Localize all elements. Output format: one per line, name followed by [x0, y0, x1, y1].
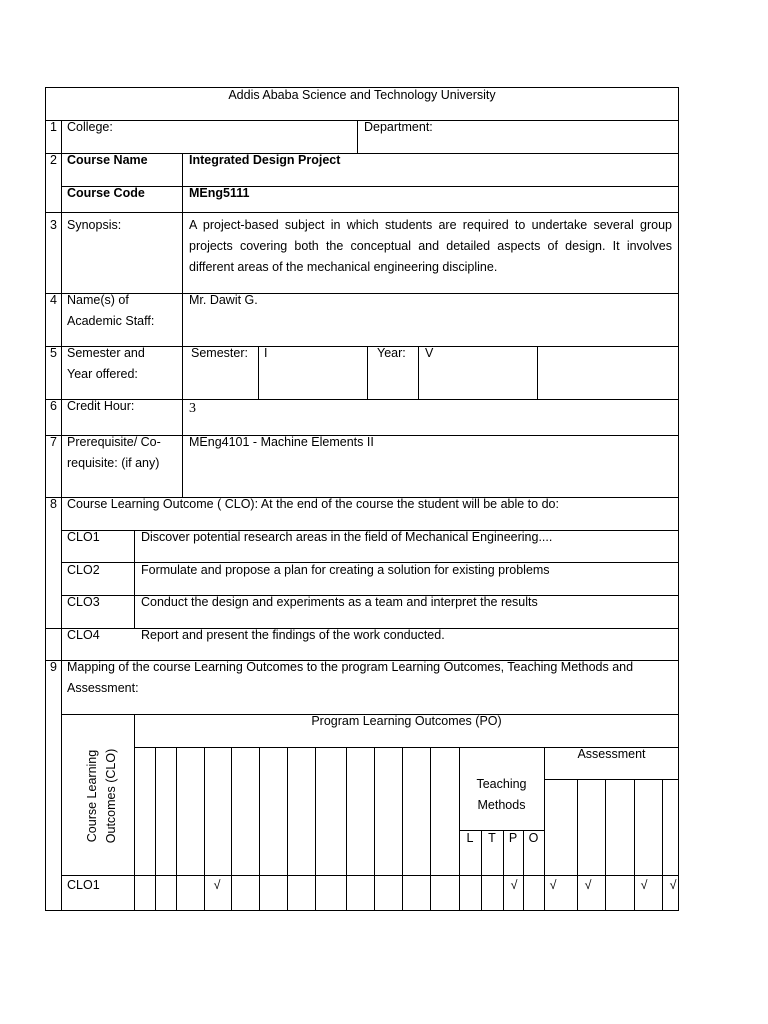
row-number: 4 — [50, 293, 57, 307]
table-border-left — [45, 87, 46, 911]
assessment-col-divider — [662, 779, 663, 911]
clo-code-divider — [134, 530, 135, 629]
row-divider — [45, 212, 679, 213]
row-number: 7 — [50, 435, 57, 449]
year-label: Year: — [377, 346, 406, 360]
synopsis-text: A project-based subject in which students are required to undertake several group projects covering both the conceptual and detailed aspects of design. It involves different areas of the mechanical engineering discipline. — [189, 218, 672, 274]
semester-label: Semester: — [191, 346, 248, 360]
check-mark: √ — [584, 878, 592, 892]
clo-axis-label-text: Course Learning Outcomes (CLO) — [85, 748, 118, 844]
clo-text: Formulate and propose a plan for creating a solution for existing problems — [141, 563, 550, 577]
college-label: College: — [67, 120, 113, 134]
university-title: Addis Ababa Science and Technology University — [228, 88, 496, 102]
assessment-header: Assessment — [577, 747, 646, 761]
staff-label: Name(s) of — [67, 293, 129, 307]
semester-year-label: Semester and — [67, 346, 145, 360]
assessment-col-divider — [634, 779, 635, 911]
table-border-right — [678, 87, 679, 911]
row-number: 6 — [50, 399, 57, 413]
row-number: 5 — [50, 346, 57, 360]
table-border-bottom — [45, 910, 679, 911]
semester-year-label: Year offered: — [67, 367, 138, 381]
prerequisite-value: MEng4101 - Machine Elements II — [189, 435, 374, 449]
clo-text: Conduct the design and experiments as a team and interpret the results — [141, 595, 538, 609]
row-number: 2 — [50, 153, 57, 167]
year-divider — [418, 346, 419, 399]
po-col-divider — [430, 747, 431, 911]
teaching-methods-header: Methods — [477, 798, 526, 812]
credit-hour-label: Credit Hour: — [67, 399, 135, 413]
tm-col-label: L — [466, 831, 474, 845]
tm-assessment-divider — [544, 747, 545, 911]
assessment-col-divider — [577, 779, 578, 911]
clo-code: CLO3 — [67, 595, 100, 609]
teaching-methods-header: Teaching — [476, 777, 527, 791]
course-name-value: Integrated Design Project — [189, 153, 341, 167]
clo-text: Report and present the findings of the work conducted. — [141, 628, 445, 642]
row-number: 8 — [50, 497, 57, 511]
tm-col-label: O — [528, 831, 539, 845]
year-value: V — [425, 346, 434, 360]
po-col-divider — [176, 747, 177, 911]
prerequisite-label: requisite: (if any) — [67, 456, 160, 470]
clo-code: CLO1 — [67, 530, 100, 544]
number-column-divider — [61, 120, 62, 911]
clo-code: CLO4 — [67, 628, 100, 642]
clo-axis-label — [82, 722, 122, 870]
course-code-value: MEng5111 — [189, 186, 250, 200]
row-number: 1 — [50, 120, 57, 134]
po-col-divider — [204, 747, 205, 911]
semester-value: I — [264, 346, 268, 360]
clo-axis-divider — [134, 714, 135, 911]
check-mark: √ — [640, 878, 648, 892]
row-divider — [45, 120, 679, 121]
tm-col-label: P — [508, 831, 518, 845]
clo-code: CLO2 — [67, 563, 100, 577]
semester-divider — [258, 346, 259, 399]
college-department-divider — [357, 120, 358, 153]
row-divider — [61, 186, 679, 187]
course-name-label: Course Name — [67, 153, 148, 167]
credit-hour-value: 3 — [189, 401, 196, 416]
tm-col-label: T — [488, 831, 496, 845]
check-mark: √ — [549, 878, 557, 892]
staff-label: Academic Staff: — [67, 314, 155, 328]
check-mark: √ — [510, 878, 518, 892]
department-label: Department: — [364, 120, 433, 134]
po-col-divider — [374, 747, 375, 911]
synopsis-label: Synopsis: — [67, 218, 122, 232]
po-col-divider — [346, 747, 347, 911]
po-col-divider — [259, 747, 260, 911]
po-col-divider — [155, 747, 156, 911]
row-divider — [45, 293, 679, 294]
assessment-col-divider — [605, 779, 606, 911]
row-number: 3 — [50, 218, 57, 232]
label-column-divider — [182, 153, 183, 498]
check-mark: √ — [669, 878, 677, 892]
mapping-heading: Assessment: — [67, 681, 139, 695]
po-col-divider — [402, 747, 403, 911]
row-divider — [45, 399, 679, 400]
po-col-divider — [287, 747, 288, 911]
year-label-divider — [367, 346, 368, 399]
assessment-header-divider — [544, 779, 679, 780]
po-col-divider — [315, 747, 316, 911]
check-mark: √ — [213, 878, 221, 892]
clo-text: Discover potential research areas in the field of Mechanical Engineering.... — [141, 530, 553, 544]
clo-heading: Course Learning Outcome ( CLO): At the end of the course the student will be able to do: — [67, 497, 559, 511]
mapping-row-code: CLO1 — [67, 878, 100, 892]
po-header: Program Learning Outcomes (PO) — [311, 714, 502, 728]
course-code-label: Course Code — [67, 186, 145, 200]
prerequisite-label: Prerequisite/ Co- — [67, 435, 161, 449]
year-value-divider — [537, 346, 538, 399]
row-number: 9 — [50, 660, 57, 674]
mapping-heading: Mapping of the course Learning Outcomes to the program Learning Outcomes, Teaching Methods and — [67, 660, 634, 674]
staff-value: Mr. Dawit G. — [189, 293, 258, 307]
po-col-divider — [231, 747, 232, 911]
